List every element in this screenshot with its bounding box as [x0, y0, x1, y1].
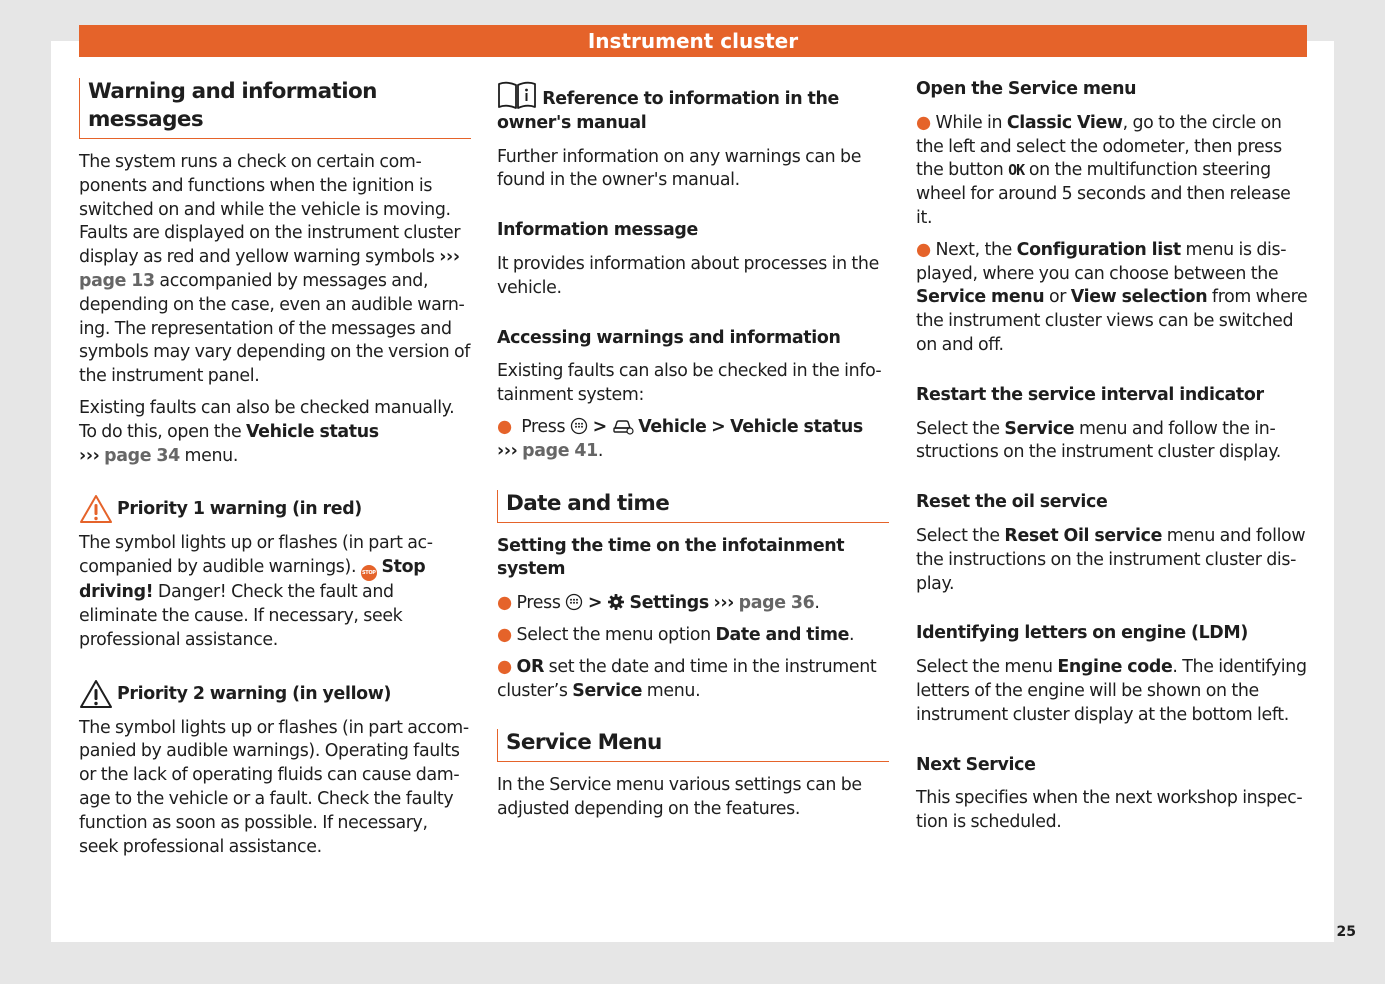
open-service-bullet-1: ● While in Classic View, go to the circle on the left and select the odometer, then press the button OK on the multifunction steering wheel for around 5 seconds and then release it.	[916, 112, 1291, 228]
warning-red-icon	[79, 494, 113, 524]
info-message-title: Information message	[497, 220, 698, 241]
priority2-heading: Priority 2 warning (in yellow)	[79, 679, 471, 709]
date-time-bullet-1: ● Press > Settings ››› page 36.	[497, 593, 820, 614]
column-right	[916, 78, 1308, 843]
menu-grid-icon	[570, 417, 588, 435]
ok-button-symbol: OK	[1008, 161, 1025, 180]
page-number: 25	[1336, 924, 1356, 940]
open-service-title: Open the Service menu	[916, 79, 1137, 99]
date-time-subtitle: Setting the time on the infotainment system	[497, 535, 845, 580]
section-title-date-time: Date and time	[497, 490, 889, 523]
existing-faults-paragraph: Existing faults can also be checked manually. To do this, open the Vehicle status ››› page 34 menu.	[79, 397, 455, 466]
page-link[interactable]: page 41	[522, 440, 598, 461]
gear-icon	[607, 593, 625, 611]
section-title-warning-messages: Warning and information messages	[79, 78, 471, 139]
link-arrows: ›››	[497, 440, 518, 461]
stop-icon: STOP	[361, 565, 377, 581]
priority2-text: The symbol lights up or flashes (in part accompanied by audible warnings). Operating faults or the lack of operating fluids can cause damage to the vehicle or a fault. Check the faulty function as soon as possible. If necessary, seek professional assistance.	[79, 717, 470, 857]
ldm-title: Identifying letters on engine (LDM)	[916, 623, 1248, 644]
date-time-bullet-2: ● Select the menu option Date and time.	[497, 624, 855, 645]
page-link[interactable]: page 13	[79, 270, 155, 291]
restart-text: Select the Service menu and follow the instructions on the instrument cluster display.	[916, 418, 1281, 463]
open-service-bullet-2: ● Next, the Configuration list menu is displayed, where you can choose between the Service menu or View selection from where the instrument cluster views can be switched on and off.	[916, 239, 1308, 355]
date-time-bullet-3: ● OR set the date and time in the instrument cluster’s Service menu.	[497, 656, 877, 701]
car-icon	[612, 417, 634, 435]
bullet-dot: ●	[497, 416, 512, 437]
priority1-heading: Priority 1 warning (in red)	[79, 494, 471, 524]
restart-title: Restart the service interval indicator	[916, 384, 1264, 405]
oil-text: Select the Reset Oil service menu and follow the instructions on the instrument cluster display.	[916, 525, 1306, 594]
reference-heading: Reference to information in the owner's manual	[497, 80, 889, 136]
link-arrows: ›››	[79, 445, 100, 466]
book-info-icon	[497, 80, 537, 110]
reference-text: Further information on any warnings can be found in the owner's manual.	[497, 146, 862, 191]
accessing-title: Accessing warnings and information	[497, 327, 841, 348]
accessing-bullet: ● Press > Vehicle > Vehicle status ››› page 41.	[497, 416, 863, 461]
ldm-text: Select the menu Engine code. The identifying letters of the engine will be shown on the instrument cluster display at the bottom left.	[916, 657, 1307, 725]
page-link[interactable]: page 36	[738, 593, 815, 614]
section-title-service-menu: Service Menu	[497, 729, 889, 762]
link-arrows: ›››	[439, 247, 460, 268]
accessing-text: Existing faults can also be checked in the infotainment system:	[497, 361, 882, 406]
column-middle	[497, 80, 889, 830]
warning-icon	[79, 679, 113, 709]
next-service-title: Next Service	[916, 754, 1036, 775]
oil-title: Reset the oil service	[916, 492, 1108, 513]
column-left	[79, 78, 471, 867]
section-header: Instrument cluster	[79, 25, 1307, 57]
next-service-text: This specifies when the next workshop inspection is scheduled.	[916, 788, 1303, 833]
menu-grid-icon	[565, 593, 583, 611]
priority1-text: The symbol lights up or flashes (in part accompanied by audible warnings). STOP Stop driving! Danger! Check the fault and eliminate the cause. If necessary, seek professional assistance.	[79, 533, 434, 650]
service-menu-text: In the Service menu various settings can be adjusted depending on the features.	[497, 775, 862, 820]
page-link[interactable]: page 34	[104, 445, 180, 466]
intro-paragraph: The system runs a check on certain components and functions when the ignition is switched on and while the vehicle is moving. Faults are displayed on the instrument cluster display as red and yellow warning symbols ››› page 13 accompanied by messages and, depending on the case, even an audible warning. The representation of the messages and symbols may vary depending on the version of the instrument panel.	[79, 152, 471, 387]
info-message-text: It provides information about processes in the vehicle.	[497, 253, 879, 298]
